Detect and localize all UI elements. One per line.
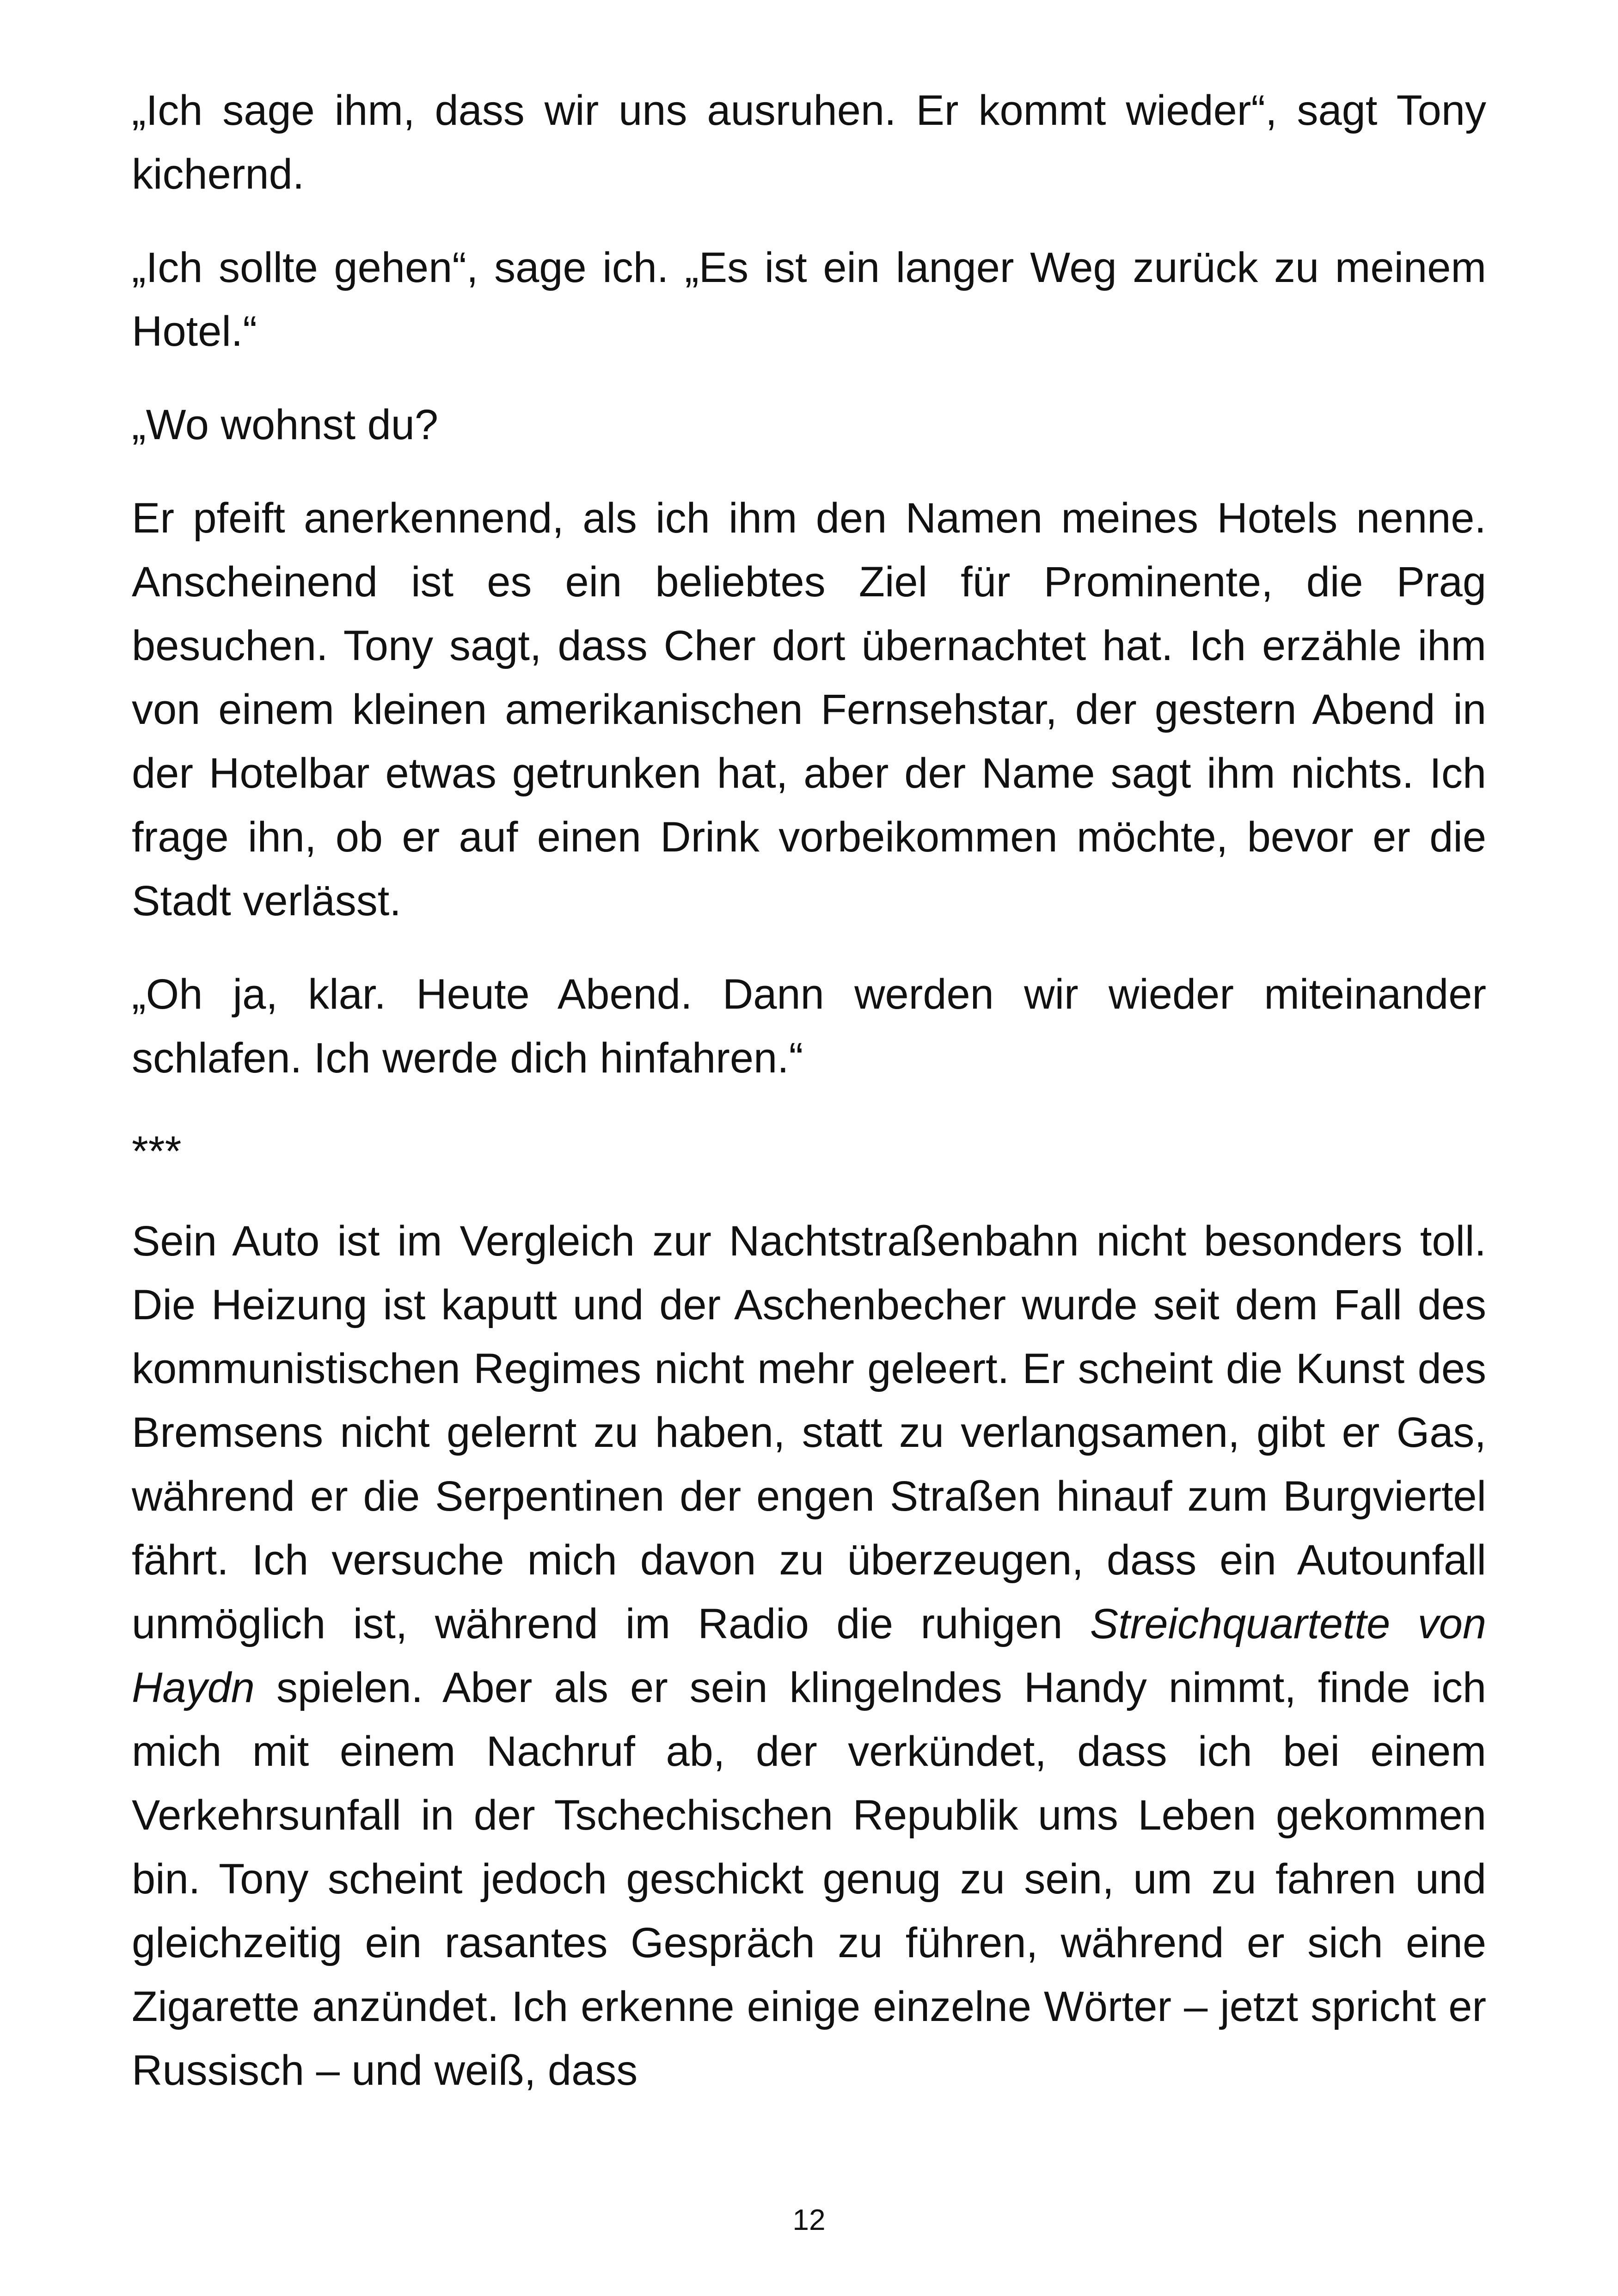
section-separator: *** — [132, 1128, 182, 1175]
paragraph-6 — [132, 1209, 1486, 2102]
page-number: 12 — [792, 2203, 826, 2236]
paragraph-2: „Ich sollte gehen“, sage ich. „Es ist ein langer Weg zurück zu meinem Hotel.“ — [132, 244, 1486, 355]
paragraph-6-text-start: Sein Auto ist im Vergleich zur Nachtstraßenbahn nicht besonders toll. Die Heizung ist kaputt und der Aschenbecher wurde seit dem Fall des kommunistischen Regimes nicht mehr geleert. Er scheint die Kunst des Bremsens nicht gelernt zu haben, statt zu verlangsamen, gibt er Gas, während er die Serpentinen der engen Straßen hinauf zum Burgviertel fährt. Ich versuche mich davon zu überzeugen, dass ein Autounfall unmöglich ist, während im Radio die ruhigen — [132, 1218, 1486, 1647]
paragraph-5: „Oh ja, klar. Heute Abend. Dann werden wir wieder miteinander schlafen. Ich werde dich hinfahren.“ — [132, 971, 1486, 1082]
page-body — [132, 79, 1486, 2102]
paragraph-6-italic-title: Streichquartette von Haydn — [132, 1600, 1486, 1711]
paragraph-1: „Ich sage ihm, dass wir uns ausruhen. Er kommt wieder“, sagt Tony kichernd. — [132, 87, 1486, 198]
paragraph-3: „Wo wohnst du? — [132, 401, 439, 448]
paragraph-4: Er pfeift anerkennend, als ich ihm den Namen meines Hotels nenne. Anscheinend ist es ein beliebtes Ziel für Prominente, die Prag besuchen. Tony sagt, dass Cher dort übernachtet hat. Ich erzähle ihm von einem kleinen amerikanischen Fernsehstar, der gestern Abend in der Hotelbar etwas getrunken hat, aber der Name sagt ihm nichts. Ich frage ihn, ob er auf einen Drink vorbeikommen möchte, bevor er die Stadt verlässt. — [132, 495, 1486, 925]
paragraph-6-text-end: spielen. Aber als er sein klingelndes Handy nimmt, finde ich mich mit einem Nachruf ab, der verkündet, dass ich bei einem Verkehrsunfall in der Tschechischen Republik ums Leben gekommen bin. Tony scheint jedoch geschickt genug zu sein, um zu fahren und gleichzeitig ein rasantes Gespräch zu führen, während er sich eine Zigarette anzündet. Ich erkenne einige einzelne Wörter – jetzt spricht er Russisch – und weiß, dass — [132, 1664, 1486, 2094]
